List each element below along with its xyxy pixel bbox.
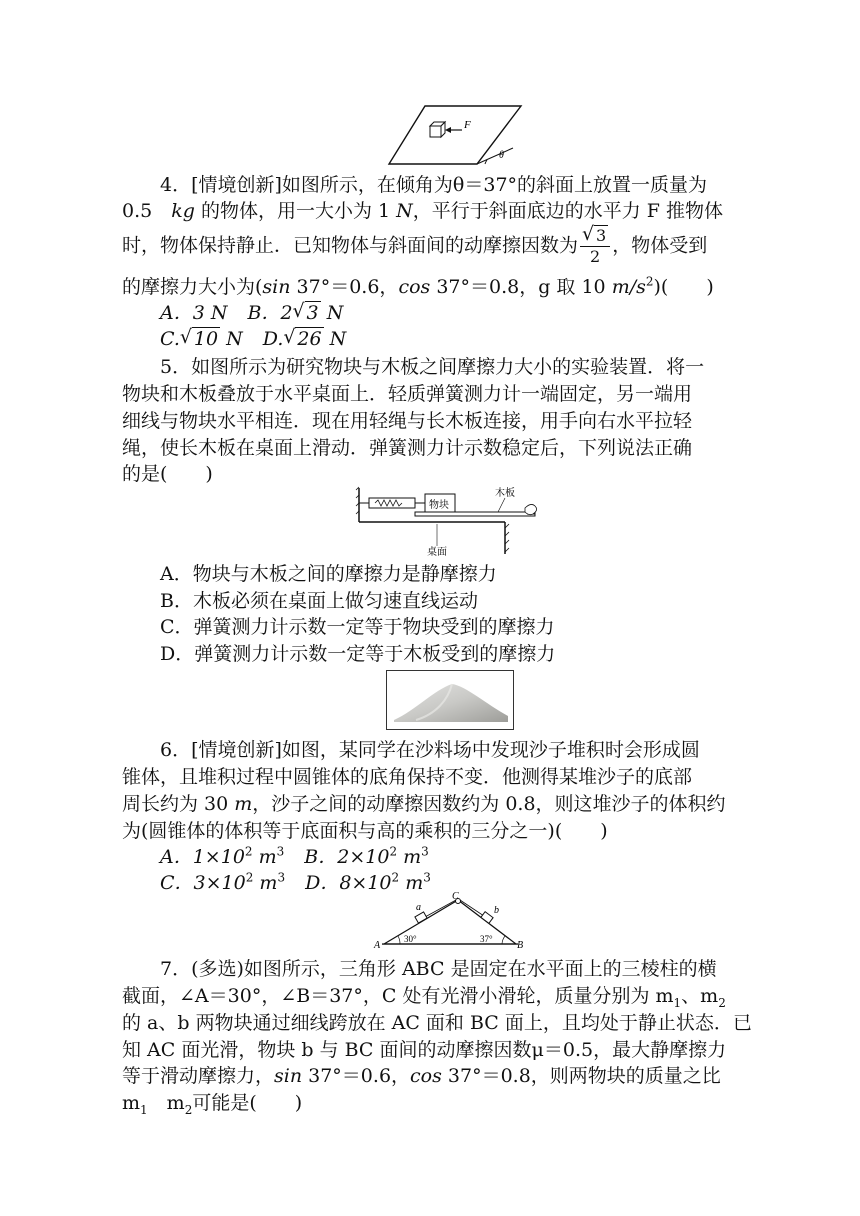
option-c: C．$3\times 10^2$ $m^3$ [160, 870, 286, 894]
q5-option-b: B．木板必须在桌面上做匀速直线运动 [160, 590, 478, 612]
incline-figure [385, 102, 525, 170]
q6-line4: 为(圆锥体的体积等于底面积与高的乘积的三分之一)( ) [122, 820, 608, 842]
friction-coefficient-fraction: √ $\frac{3}{2}$ [580, 226, 610, 267]
label-a: a [416, 902, 421, 913]
label-vertex-a: A [374, 940, 381, 951]
sand-pile-photo [386, 670, 514, 730]
force-label: F [464, 119, 471, 131]
q4-line3: 时，物体保持静止．已知物体与斜面间的动摩擦因数为 √ $\frac{3}{2}$ ，物体受到 [122, 226, 707, 267]
q7-line6: $m_1$ $m_2$可能是( ) [122, 1092, 303, 1117]
angle-b-label: 37° [480, 934, 493, 944]
q4-options-ab [160, 300, 343, 326]
block-label: 物块 [429, 500, 449, 511]
option-a: A．3 N [160, 302, 228, 324]
label-c: C [452, 892, 459, 902]
label-b: b [494, 905, 499, 916]
q6-line3: 周长约为 30 m，沙子之间的动摩擦因数约为 0.8，则这堆沙子的体积约 [122, 793, 726, 815]
q5-line3: 细线与物块水平相连．现在用轻绳与长木板连接，用手向右水平拉轻 [122, 410, 693, 432]
label-vertex-b: B [517, 940, 524, 951]
q4-line1: 4．[情境创新]如图所示，在倾角为θ＝37°的斜面上放置一质量为 [160, 174, 708, 196]
option-a: A．$1\times 10^2$ $m^3$ [160, 844, 285, 868]
block-b [481, 912, 493, 924]
friction-setup-figure [355, 484, 545, 560]
q5-line2: 物块和木板叠放于水平桌面上．轻质弹簧测力计一端固定，另一端用 [122, 383, 693, 405]
q5-option-a: A．物块与木板之间的摩擦力是静摩擦力 [160, 563, 497, 585]
option-d: D.√ 26 N [263, 328, 346, 350]
q5-option-c: C．弹簧测力计示数一定等于物块受到的摩擦力 [160, 616, 555, 638]
option-d: D．$8\times 10^2$ $m^3$ [305, 870, 431, 894]
q4-line2: 0.5 kg 的物体，用一大小为 1 N，平行于斜面底边的水平力 F 推物体 [122, 200, 724, 222]
spring-scale [359, 498, 415, 508]
option-b: B．2√ 3 N [247, 302, 343, 324]
q7-line1: 7．(多选)如图所示，三角形 ABC 是固定在水平面上的三棱柱的横 [160, 958, 717, 980]
q7-line3: 的 a、b 两物块通过细线跨放在 AC 面和 BC 面上，且均处于静止状态．已 [122, 1012, 752, 1034]
q7-line4: 知 AC 面光滑，物块 b 与 BC 面间的动摩擦因数μ＝0.5，最大静摩擦力 [122, 1039, 727, 1061]
option-b: B．$2\times 10^2$ $m^3$ [304, 844, 429, 868]
board-label: 木板 [495, 488, 515, 499]
q4-options-cd [160, 326, 346, 352]
table-label: 桌面 [427, 547, 447, 558]
angle-a-label: 30° [404, 934, 417, 944]
q7-line5: 等于滑动摩擦力，sin 37°＝0.6，cos 37°＝0.8，则两物块的质量之比 [122, 1065, 721, 1087]
q6-line2: 锥体，且堆积过程中圆锥体的底角保持不变．他测得某堆沙子的底部 [122, 766, 693, 788]
q6-line1: 6．[情境创新]如图，某同学在沙料场中发现沙子堆积时会形成圆 [160, 739, 700, 761]
q5-line1: 5．如图所示为研究物块与木板之间摩擦力大小的实验装置．将一 [160, 356, 705, 378]
q6-options-ab [160, 844, 429, 870]
q5-line5: 的是( ) [122, 463, 213, 485]
q5-option-d: D．弹簧测力计示数一定等于木板受到的摩擦力 [160, 643, 556, 665]
triangle-figure [372, 892, 528, 952]
block-a [415, 912, 427, 923]
q7-line2: 截面，∠A＝30°，∠B＝37°，C 处有光滑小滑轮，质量分别为 $m_1$、$m_2$ [122, 985, 726, 1010]
q4-line4: 的摩擦力大小为(sin 37°＝0.6，cos 37°＝0.8，g 取 10 $m/s^2$)( ) [122, 274, 714, 298]
angle-label: θ [499, 150, 504, 161]
option-c: C.√ 10 N [160, 328, 243, 350]
q5-line4: 绳，使长木板在桌面上滑动．弹簧测力计示数稳定后，下列说法正确 [122, 437, 693, 459]
block-cube [430, 122, 445, 137]
